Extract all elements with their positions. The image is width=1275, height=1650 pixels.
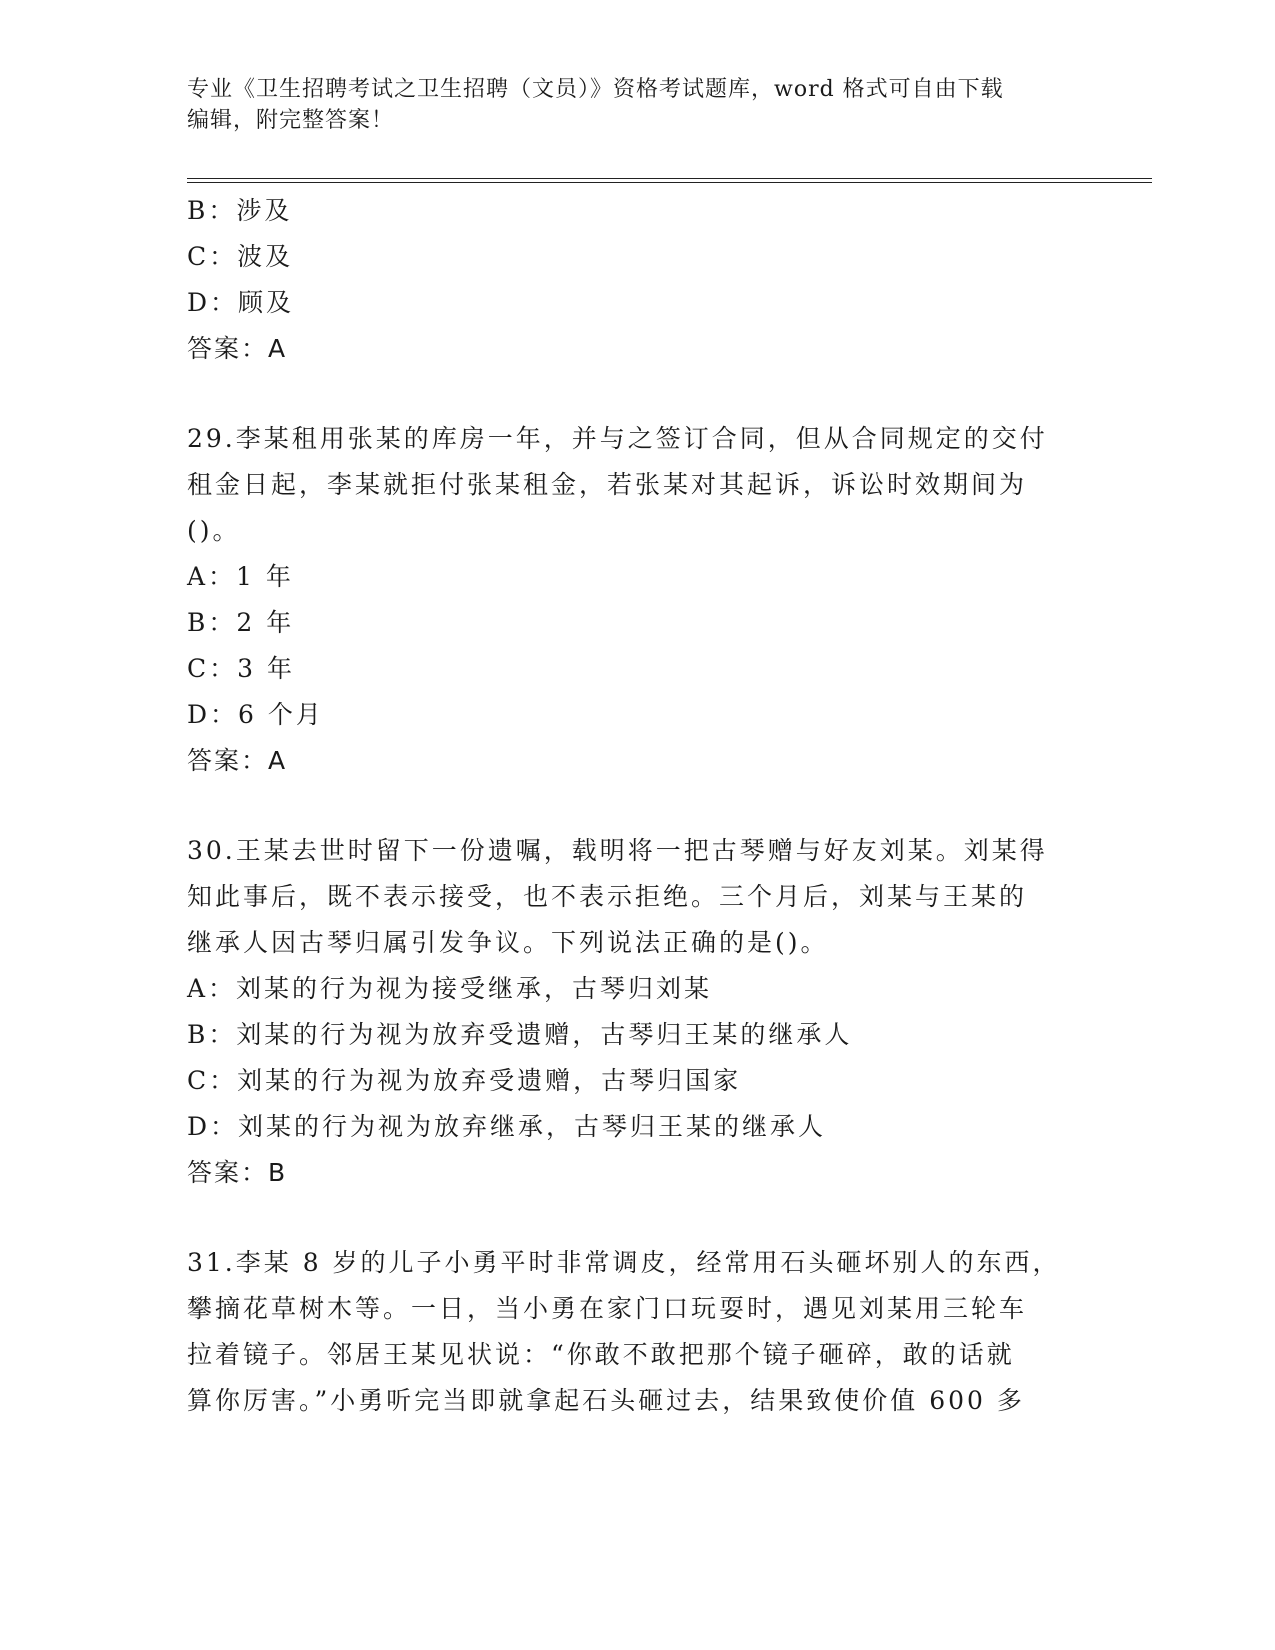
option-b: B：涉及: [187, 196, 293, 225]
question-28-remainder: [187, 188, 1087, 372]
option-c: C：刘某的行为视为放弃受遗赠，古琴归国家: [187, 1066, 742, 1095]
question-30: [187, 828, 1087, 1196]
question-stem-line: 继承人因古琴归属引发争议。下列说法正确的是()。: [187, 928, 829, 957]
question-stem-line: 30.王某去世时留下一份遗嘱，载明将一把古琴赠与好友刘某。刘某得: [187, 836, 1048, 865]
option-a: A：刘某的行为视为接受继承，古琴归刘某: [187, 974, 713, 1003]
question-31: [187, 1240, 1087, 1424]
header-line-1: 专业《卫生招聘考试之卫生招聘（文员）》资格考试题库，word 格式可自由下载: [187, 77, 1004, 102]
header-divider: [187, 178, 1152, 183]
option-c: C：3 年: [187, 654, 295, 683]
question-29: [187, 416, 1087, 784]
question-stem-line: 知此事后，既不表示接受，也不表示拒绝。三个月后，刘某与王某的: [187, 882, 1028, 911]
option-d: D：顾及: [187, 288, 295, 317]
question-stem-line: 29.李某租用张某的库房一年，并与之签订合同，但从合同规定的交付: [187, 424, 1048, 453]
document-body: [187, 188, 1087, 1424]
answer-line: 答案：A: [187, 746, 288, 775]
question-stem-line: ()。: [187, 516, 241, 545]
question-stem-line: 31.李某 8 岁的儿子小勇平时非常调皮，经常用石头砸坏别人的东西，: [187, 1248, 1061, 1277]
option-c: C：波及: [187, 242, 294, 271]
option-b: B：2 年: [187, 608, 295, 637]
question-stem-line: 租金日起，李某就拒付张某租金，若张某对其起诉，诉讼时效期间为: [187, 470, 1028, 499]
spacer: [187, 1196, 1087, 1240]
option-a: A：1 年: [187, 562, 294, 591]
answer-line: 答案：A: [187, 334, 288, 363]
question-stem-line: 算你厉害。”小勇听完当即就拿起石头砸过去，结果致使价值 600 多: [187, 1386, 1025, 1415]
question-stem-line: 拉着镜子。邻居王某见状说：“你敢不敢把那个镜子砸碎，敢的话就: [187, 1340, 1015, 1369]
answer-line: 答案：B: [187, 1158, 288, 1187]
spacer: [187, 372, 1087, 416]
question-stem-line: 攀摘花草树木等。一日，当小勇在家门口玩耍时，遇见刘某用三轮车: [187, 1294, 1028, 1323]
option-d: D：刘某的行为视为放弃继承，古琴归王某的继承人: [187, 1112, 827, 1141]
header-line-2: 编辑，附完整答案！: [187, 108, 395, 133]
option-d: D：6 个月: [187, 700, 324, 729]
option-b: B：刘某的行为视为放弃受遗赠，古琴归王某的继承人: [187, 1020, 853, 1049]
spacer: [187, 784, 1087, 828]
page-header: [187, 74, 1087, 136]
